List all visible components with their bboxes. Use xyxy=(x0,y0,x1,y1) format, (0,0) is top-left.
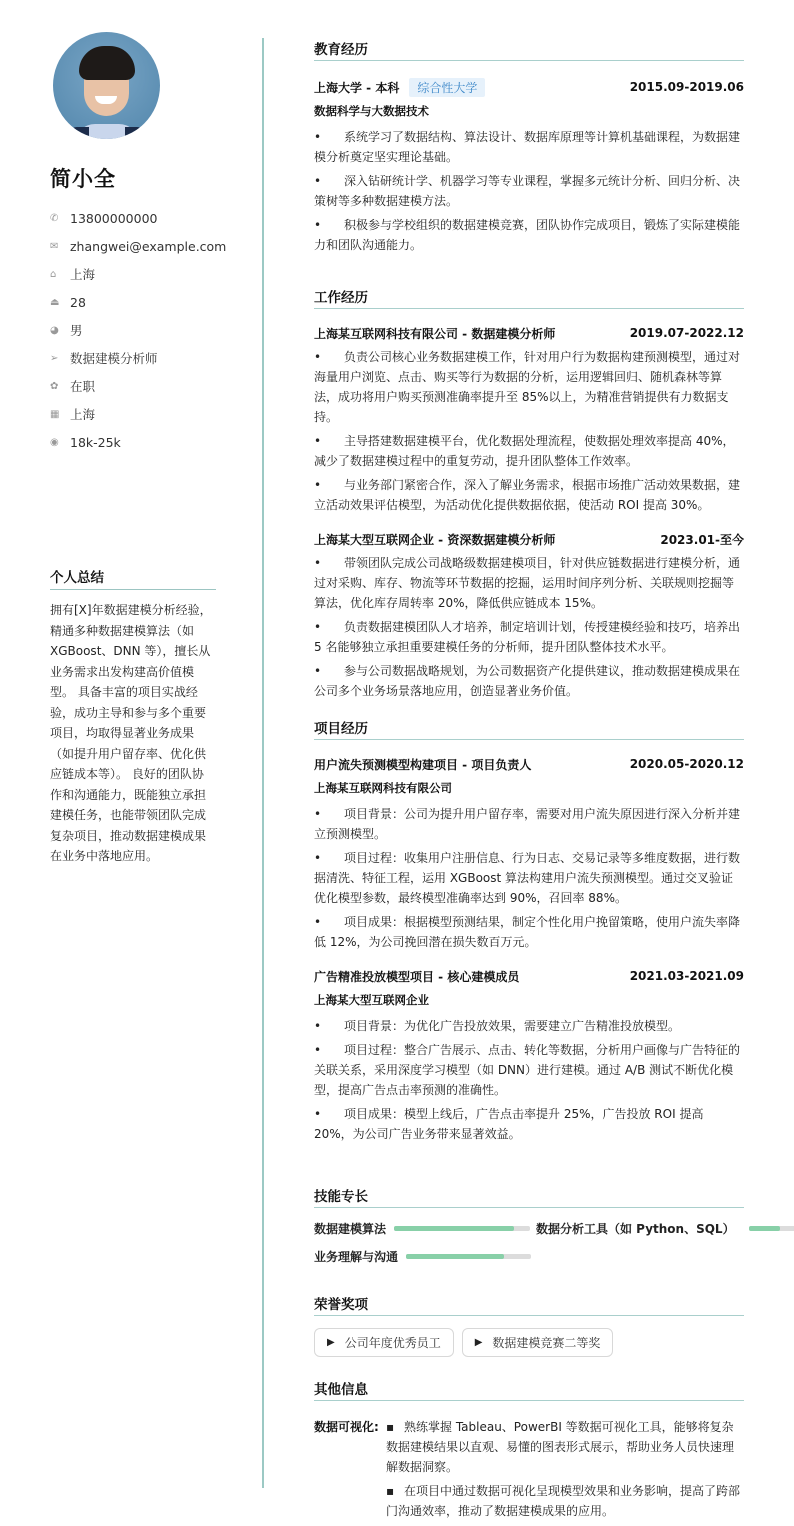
list-item: • 参与公司数据战略规划，为公司数据资产化提供建议，推动数据建模成果在公司多个业务场景落地应用，创造显著业务价值。 xyxy=(314,664,741,698)
info-status: ✿ 在职 xyxy=(50,379,96,394)
awards-section xyxy=(314,1293,744,1357)
education-section xyxy=(314,38,744,255)
projects-section xyxy=(314,717,744,1144)
job-bullets xyxy=(314,553,744,701)
phone-icon: ✆ xyxy=(50,212,59,224)
list-item: • 积极参与学校组织的数据建模竞赛，团队协作完成项目，锻炼了实际建模能力和团队沟通能力。 xyxy=(314,218,741,252)
section-title: 项目经历 xyxy=(314,717,744,740)
school-name: 上海大学 - 本科 xyxy=(314,80,400,95)
job-title: 上海某大型互联网企业 - 资深数据建模分析师 xyxy=(314,532,556,547)
summary-text: 拥有[X]年数据建模分析经验，精通多种数据建模算法（如 XGBoost、DNN 等），擅长从业务需求出发构建高价值模型。 具备丰富的项目实战经验，成功主导和参与多个重要项目，均取得显著业务成果（如提升用户留存率、优化供应链成本等）。 良好的团队协作和沟通能力，既能独立承担建模任务，也能带领团队完成复杂项目，推动数据建模成果在业务中落地应用。 xyxy=(50,603,212,863)
info-salary: ◉ 18k-25k xyxy=(50,434,121,450)
skill-item: 数据分析工具（如 Python、SQL） xyxy=(536,1220,794,1237)
list-item: • 深入钻研统计学、机器学习等专业课程，掌握多元统计分析、回归分析、决策树等多种数据建模方法。 xyxy=(314,174,741,208)
project-company: 上海某互联网科技有限公司 xyxy=(314,781,452,795)
gender-icon: ◕ xyxy=(50,324,59,336)
list-item: • 负责数据建模团队人才培养，制定培训计划，传授建模经验和技巧，培养出 5 名能够独立承担重要建模任务的分析师，提升团队整体技术水平。 xyxy=(314,620,741,654)
info-position: ➢ 数据建模分析师 xyxy=(50,351,158,366)
list-item: • 项目背景：为优化广告投放效果，需要建立广告精准投放模型。 xyxy=(314,1019,681,1033)
section-title: 技能专长 xyxy=(314,1185,744,1208)
project-head xyxy=(314,754,744,774)
building-icon: ▦ xyxy=(50,408,60,420)
award-badge: ▶ 数据建模竞赛二等奖 xyxy=(462,1328,614,1357)
section-title: 荣誉奖项 xyxy=(314,1293,744,1316)
list-item: • 带领团队完成公司战略级数据建模项目，针对供应链数据进行建模分析，通过对采购、库存、物流等环节数据的挖掘，运用时间序列分析、关联规则挖掘等算法，优化库存周转率 20%，降低供应链成本 15%。 xyxy=(314,556,741,610)
job-period: 2019.07-2022.12 xyxy=(629,326,744,340)
skill-bar xyxy=(749,1226,794,1231)
status-icon: ✿ xyxy=(50,380,59,392)
skill-bar xyxy=(406,1254,531,1259)
project-period: 2021.03-2021.09 xyxy=(629,969,744,983)
list-item: • 主导搭建数据建模平台，优化数据处理流程，使数据处理效率提高 40%，减少了数据建模过程中的重复劳动，提升团队整体工作效率。 xyxy=(314,434,735,468)
job-head xyxy=(314,529,744,549)
list-item: • 项目过程：整合广告展示、点击、转化等数据，分析用户画像与广告特征的关联关系，采用深度学习模型（如 DNN）进行建模。通过 A/B 测试不断优化模型，提高广告点击率预测的准确性。 xyxy=(314,1043,741,1097)
mail-icon: ✉ xyxy=(50,240,59,252)
project-title: 用户流失预测模型构建项目 - 项目负责人 xyxy=(314,757,532,772)
skills-list xyxy=(314,1208,744,1268)
other-label: 数据可视化: xyxy=(314,1420,379,1434)
job-bullets xyxy=(314,347,744,515)
list-item: • 与业务部门紧密合作，深入了解业务需求，根据市场推广活动效果数据，建立活动效果评估模型，为活动优化提供数据依据，使活动 ROI 提高 30%。 xyxy=(314,478,741,512)
send-icon: ➢ xyxy=(50,352,59,364)
awards-list xyxy=(314,1328,744,1357)
other-section xyxy=(314,1378,744,1521)
project-company: 上海某大型互联网企业 xyxy=(314,993,429,1007)
major: 数据科学与大数据技术 xyxy=(314,104,429,118)
job-period: 2023.01-至今 xyxy=(660,532,744,547)
list-item: ▪ 在项目中通过数据可视化呈现模型效果和业务影响，提高了跨部门沟通效率，推动了数据建模成果的应用。 xyxy=(386,1484,741,1518)
project-period: 2020.05-2020.12 xyxy=(629,757,744,771)
info-phone: ✆ 13800000000 xyxy=(50,210,158,226)
skill-item: 业务理解与沟通 xyxy=(314,1248,531,1265)
avatar xyxy=(53,32,160,139)
education-period: 2015.09-2019.06 xyxy=(629,80,744,94)
other-bullets xyxy=(386,1413,744,1521)
contact-info-list xyxy=(50,204,230,456)
section-title: 工作经历 xyxy=(314,286,744,309)
info-email: ✉ zhangwei@example.com xyxy=(50,238,227,254)
summary-title: 个人总结 xyxy=(50,566,216,590)
list-item: • 系统学习了数据结构、算法设计、数据库原理等计算机基础课程，为数据建模分析奠定坚实理论基础。 xyxy=(314,130,741,164)
play-triangle-icon: ▶ xyxy=(327,1337,335,1348)
list-item: • 项目背景：公司为提升用户留存率，需要对用户流失原因进行深入分析并建立预测模型。 xyxy=(314,807,741,841)
education-head xyxy=(314,77,744,97)
info-work-city: ▦ 上海 xyxy=(50,407,96,422)
school-tag: 综合性大学 xyxy=(409,78,485,97)
project-bullets xyxy=(314,804,744,952)
other-info xyxy=(314,1413,744,1521)
list-item: • 负责公司核心业务数据建模工作，针对用户行为数据构建预测模型，通过对海量用户浏览、点击、购买等行为数据的分析，运用逻辑回归、随机森林等算法，成功将用户购买预测准确率提升至 85%以上，为精准营销提供有力数据支持。 xyxy=(314,350,741,424)
divider-line xyxy=(262,38,264,1488)
project-bullets xyxy=(314,1016,744,1144)
info-age: ⏏ 28 xyxy=(50,294,86,310)
list-item: ▪ 熟练掌握 Tableau、PowerBI 等数据可视化工具，能够将复杂数据建模结果以直观、易懂的图表形式展示，帮助业务人员快速理解数据洞察。 xyxy=(386,1420,735,1474)
list-item: • 项目过程：收集用户注册信息、行为日志、交易记录等多维度数据，进行数据清洗、特征工程，运用 XGBoost 算法构建用户流失预测模型。通过交叉验证优化模型参数，最终模型准确率达到 90%，召回率 88%。 xyxy=(314,851,741,905)
work-section xyxy=(314,286,744,701)
info-gender: ◕ 男 xyxy=(50,323,83,338)
award-badge: ▶ 公司年度优秀员工 xyxy=(314,1328,454,1357)
education-bullets xyxy=(314,127,744,255)
skill-bar xyxy=(394,1226,530,1231)
skill-item: 数据建模算法 xyxy=(314,1220,530,1237)
section-title: 其他信息 xyxy=(314,1378,744,1401)
project-title: 广告精准投放模型项目 - 核心建模成员 xyxy=(314,969,520,984)
age-icon: ⏏ xyxy=(50,296,60,308)
job-head xyxy=(314,323,744,343)
skills-section xyxy=(314,1185,744,1268)
project-head xyxy=(314,966,744,986)
job-title: 上海某互联网科技有限公司 - 数据建模分析师 xyxy=(314,326,556,341)
salary-icon: ◉ xyxy=(50,436,59,448)
list-item: • 项目成果：根据模型预测结果，制定个性化用户挽留策略，使用户流失率降低 12%，为公司挽回潜在损失数百万元。 xyxy=(314,915,741,949)
home-icon: ⌂ xyxy=(50,268,57,280)
profile-name: 简小全 xyxy=(50,167,116,191)
info-location: ⌂ 上海 xyxy=(50,267,96,282)
section-title: 教育经历 xyxy=(314,38,744,61)
play-triangle-icon: ▶ xyxy=(474,1337,483,1348)
list-item: • 项目成果：模型上线后，广告点击率提升 25%，广告投放 ROI 提高 20%，为公司广告业务带来显著效益。 xyxy=(314,1107,704,1141)
